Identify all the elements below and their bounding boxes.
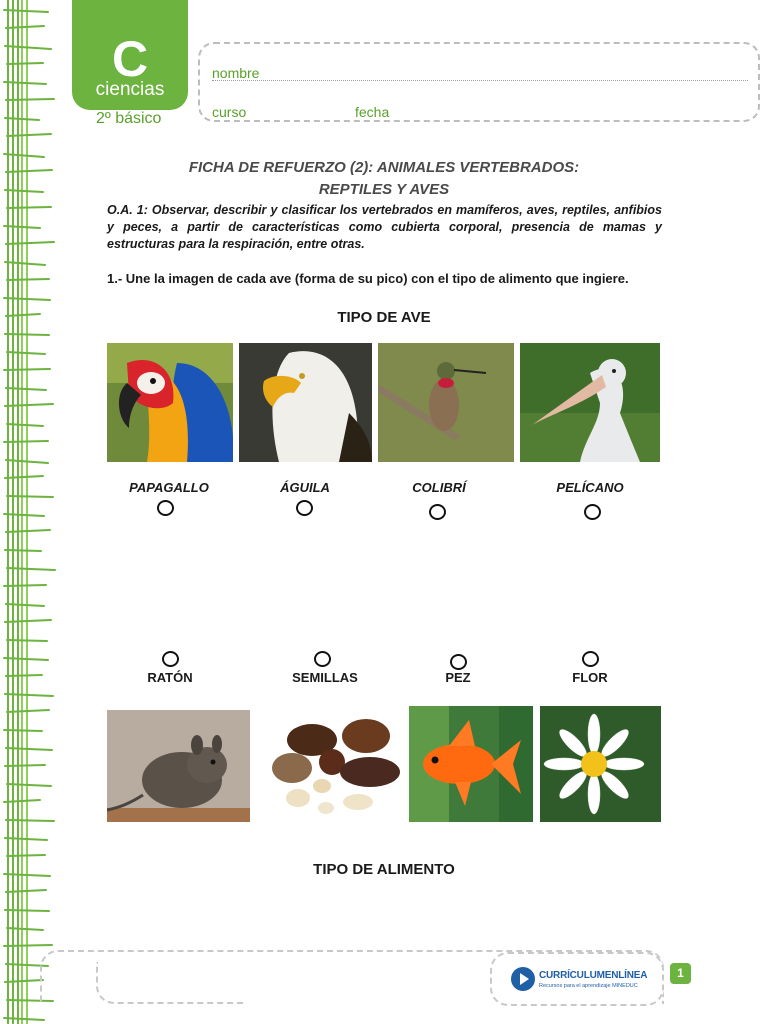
bird-label-papagallo: PAPAGALLO (129, 480, 209, 495)
bird-connector-dot[interactable] (296, 500, 313, 516)
fecha-label: fecha (355, 104, 390, 120)
food-connector-dot[interactable] (450, 654, 467, 670)
bird-connector-dot[interactable] (429, 504, 446, 520)
seeds-photo (264, 710, 407, 822)
learning-objective: O.A. 1: Observar, describir y clasificar los vertebrados en mamíferos, aves, reptiles, anfibios y peces, a partir de características como cubierta corporal, presencia de mamas y estructuras para la respiración, entre otras. (107, 203, 662, 251)
nombre-line[interactable] (212, 80, 748, 81)
food-label-pez: PEZ (445, 670, 471, 685)
foods-section-title: TIPO DE ALIMENTO (313, 861, 455, 878)
food-connector-dot[interactable] (314, 651, 331, 667)
student-info-box (198, 42, 760, 122)
question-1: 1.- Une la imagen de cada ave (forma de su pico) con el tipo de alimento que ingiere. (107, 271, 629, 286)
curso-label: curso (212, 104, 247, 120)
grade-label: 2º básico (96, 110, 162, 127)
birds-section-title: TIPO DE AVE (337, 309, 431, 326)
bird-label-colibri: COLIBRÍ (412, 480, 466, 495)
badge-subject: ciencias (95, 79, 165, 100)
footer-frame-left (96, 962, 244, 1004)
eagle-photo (239, 343, 372, 462)
flower-photo (540, 706, 661, 822)
food-connector-dot[interactable] (162, 651, 179, 667)
fish-photo (409, 706, 533, 822)
bird-connector-dot[interactable] (584, 504, 601, 520)
worksheet-subtitle: REPTILES Y AVES (318, 181, 450, 198)
mouse-photo (107, 710, 250, 822)
bird-connector-dot[interactable] (157, 500, 174, 516)
badge-letter: C (111, 31, 149, 87)
page-number: 1 (670, 963, 691, 984)
bird-label-aguila: ÁGUILA (280, 480, 330, 495)
curriculum-logo-icon (511, 967, 535, 991)
worksheet-title: FICHA DE REFUERZO (2): ANIMALES VERTEBRADOS: (188, 159, 580, 176)
pelican-photo (520, 343, 660, 462)
food-label-raton: RATÓN (147, 670, 193, 685)
food-label-flor: FLOR (572, 670, 608, 685)
subject-badge (72, 0, 188, 110)
nombre-label: nombre (212, 65, 260, 81)
parrot-photo (107, 343, 233, 462)
curriculum-logo-subtitle: Recursos para el aprendizaje MINEDUC (539, 983, 638, 989)
food-label-semillas: SEMILLAS (292, 670, 358, 685)
curriculum-logo-text: CURRÍCULUMENLÍNEA (539, 970, 648, 981)
hummingbird-photo (378, 343, 514, 462)
food-connector-dot[interactable] (582, 651, 599, 667)
bird-label-pelicano: PELÍCANO (556, 480, 624, 495)
